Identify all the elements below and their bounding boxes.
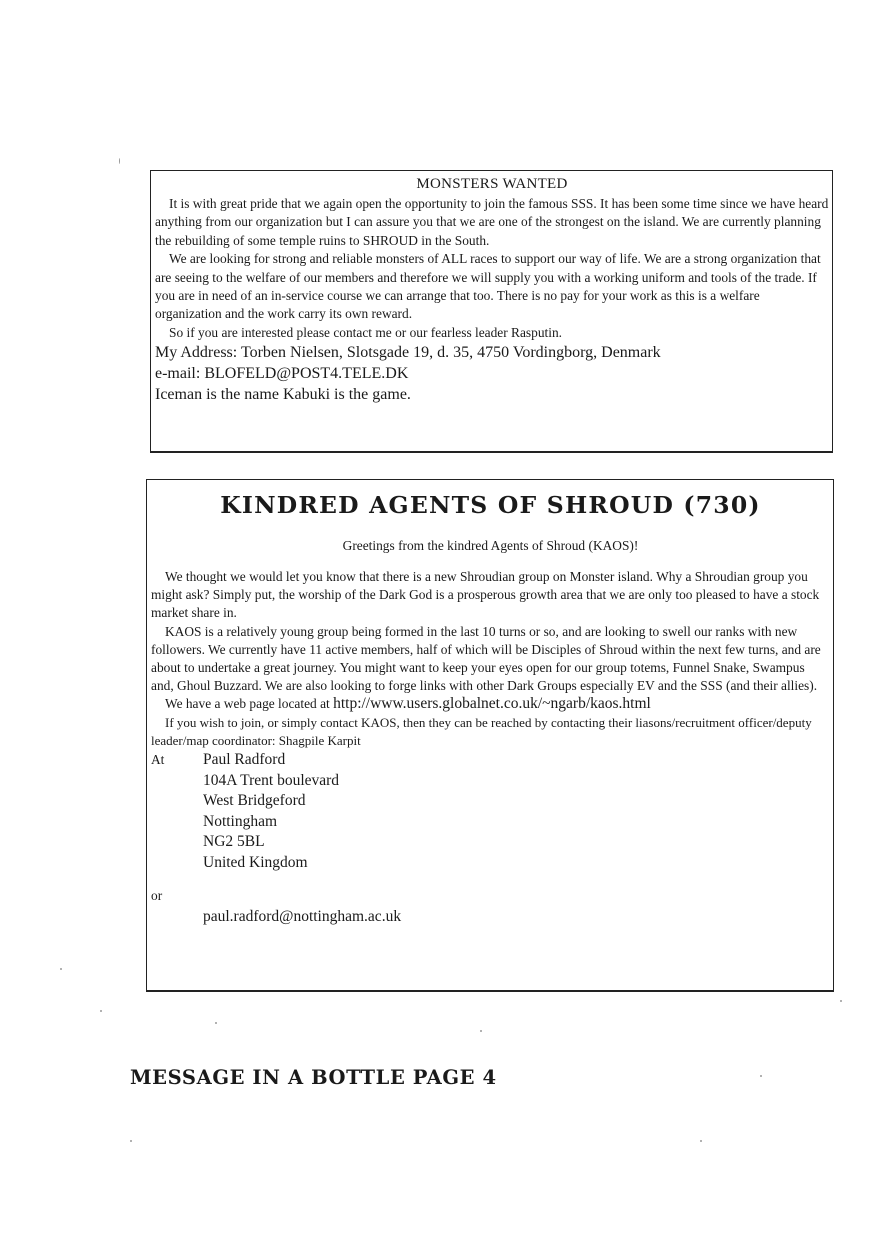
kaos-email: paul.radford@nottingham.ac.uk [203,907,402,925]
kaos-address-line: Paul Radford [203,751,286,769]
scan-speck [215,1022,217,1024]
monsters-address: My Address: Torben Nielsen, Slotsgade 19, d. 35, 4750 Vordingborg, Denmark [155,344,661,362]
scan-speck [60,968,62,970]
kaos-at-label: At [151,752,165,768]
scan-speck [700,1140,702,1142]
monsters-paragraph-1: It is with great pride that we again open the opportunity to join the famous SSS. It has been some time since we have heard anything from our organization but I can assure you that we are one of the strongest on the island. We are currently planning the rebuilding of some temple ruins to SHROUD in the South. [155,196,829,248]
kaos-web-line [151,695,830,713]
scan-speck [480,1030,482,1032]
monsters-wanted-box [150,170,833,453]
kaos-address-line: Nottingham [203,812,278,830]
monsters-wanted-title: MONSTERS WANTED [416,176,568,192]
kaos-web-url: http://www.users.globalnet.co.uk/~ngarb/kaos.html [333,695,651,713]
scan-speck [119,158,120,164]
kaos-address-line: 104A Trent boulevard [203,771,340,789]
kaos-or-label: or [151,887,163,903]
scan-speck [760,1075,762,1077]
kaos-greeting: Greetings from the kindred Agents of Shroud (KAOS)! [342,538,639,553]
monsters-email: e-mail: BLOFELD@POST4.TELE.DK [155,365,409,383]
kaos-address-line: NG2 5BL [203,833,265,851]
kaos-address-line: United Kingdom [203,854,308,871]
monsters-paragraph-3: So if you are interested please contact me or our fearless leader Rasputin. [169,324,563,340]
page-footer: MESSAGE IN A BOTTLE PAGE 4 [130,1066,497,1089]
kaos-paragraph-2: KAOS is a relatively young group being formed in the last 10 turns or so, and are looking to swell our ranks with new followers. We currently have 11 active members, half of which will be Disciples of Shroud within the next few turns, and are about to undertake a great journey. You might want to keep your eyes open for our group totems, Funnel Snake, Swampus and, Ghoul Buzzard. We are also looking to forge links with other Dark Groups especially EV and the SSS (and their allies). [151,623,821,694]
kaos-contact-text: If you wish to join, or simply contact KAOS, then they can be reached by contacting their liasons/recruitment officer/deputy leader/map coordinator: Shagpile Karpit [151,714,812,748]
kaos-address-first [151,750,830,771]
scan-speck [130,1140,132,1142]
kaos-box [146,479,834,992]
scan-speck [100,1010,102,1012]
kaos-paragraph-1: We thought we would let you know that there is a new Shroudian group on Monster island. Why a Shroudian group you might ask? Simply put, the worship of the Dark God is a prosperous growth area that we are only too pleased to have a stock market share in. [151,569,820,621]
kaos-web-intro: We have a web page located at [165,696,334,712]
monsters-tagline: Iceman is the name Kabuki is the game. [155,386,411,404]
kaos-address-block [151,750,830,874]
monsters-paragraph-2: We are looking for strong and reliable monsters of ALL races to support our way of life. We are a strong organization that are seeing to the welfare of our members and therefore we will supply you with a working uniform and tools of the trade. If you are in need of an in-service course we can arrange that too. There is no pay for your work as this is a welfare organization and the work carry its own reward. [155,251,821,322]
scan-speck [840,1000,842,1002]
kaos-heading: KINDRED AGENTS OF SHROUD (730) [220,491,761,519]
kaos-address-line: West Bridgeford [203,792,306,810]
